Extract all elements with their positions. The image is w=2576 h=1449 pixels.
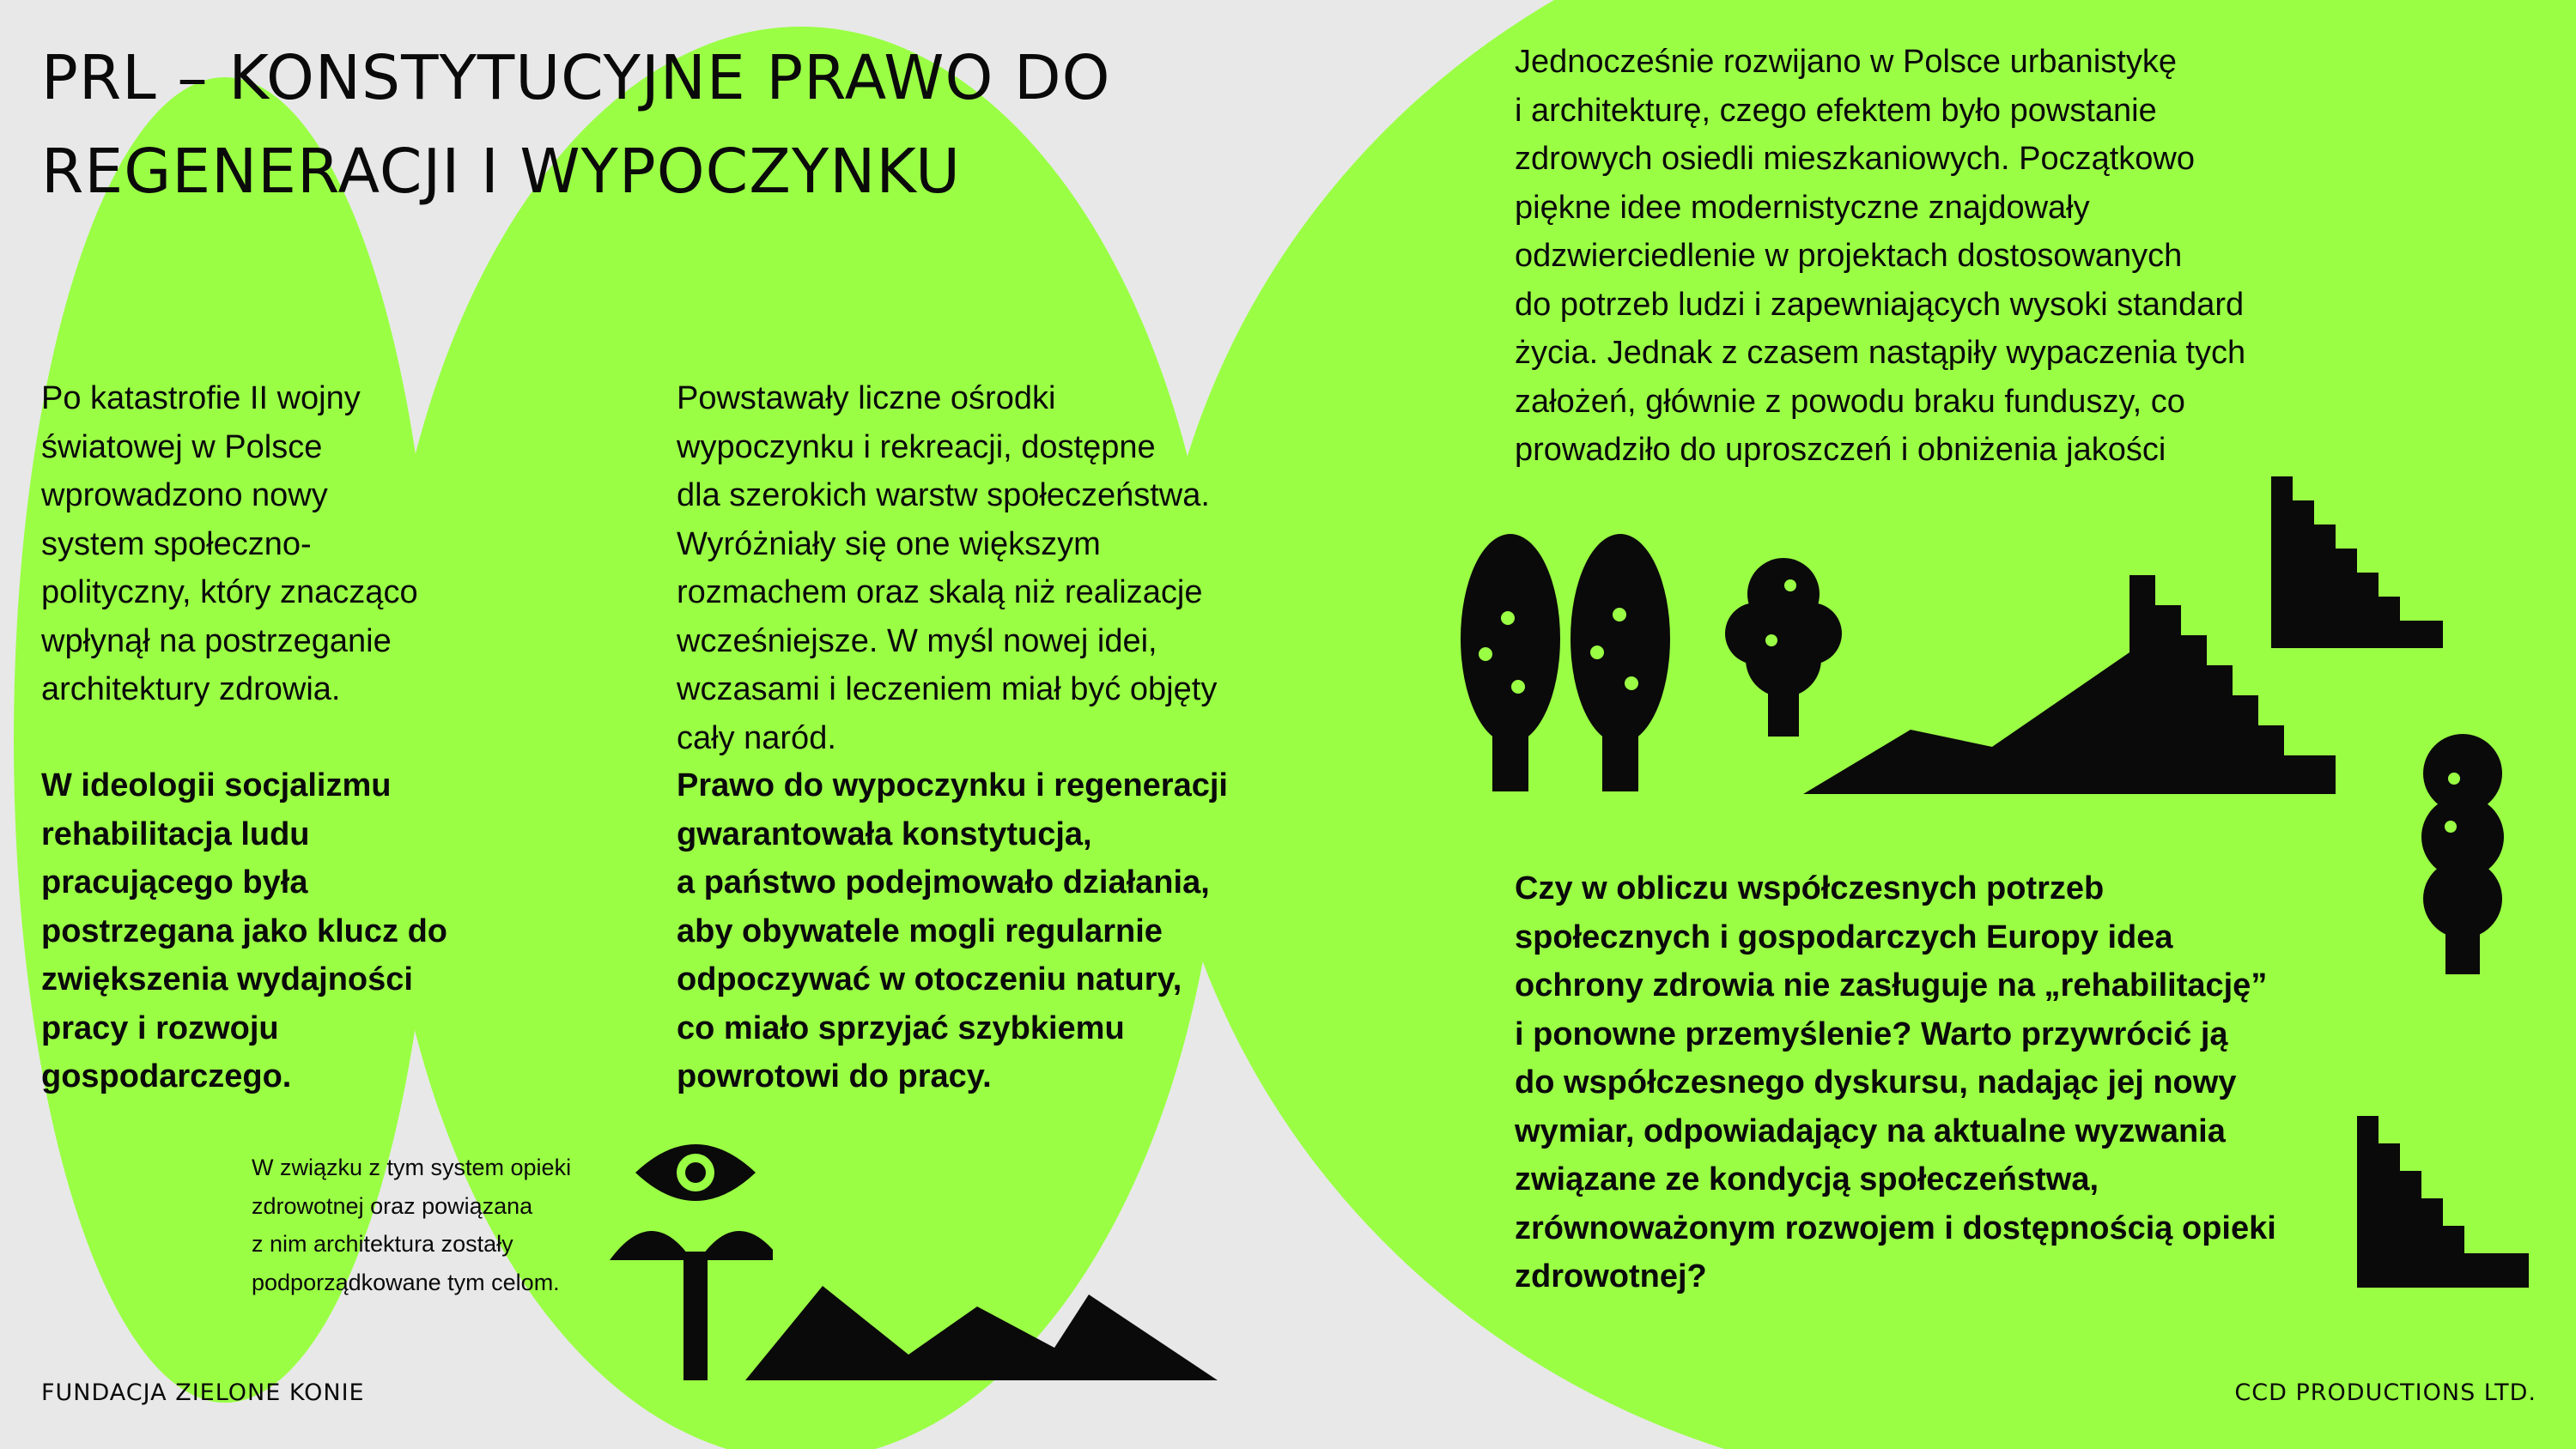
col2-body-text: Powstawały liczne ośrodki wypoczynku i rekreacji, dostępne dla szerokich warstw społeczeństwa. Wyróżniały się one większym rozmachem oraz skalą niż realizacje wcześniejsze. W myśl nowej idei, wczasami i leczeniem miał być objęty cały naród. (677, 380, 1218, 756)
col1-bold-text: W ideologii socjalizmu rehabilitacja ludu pracującego była postrzegana jako klucz do zwiększenia wydajności pracy i rozwoju gospodarczego. (41, 767, 447, 1094)
footer-right-label: CCD PRODUCTIONS LTD. (2234, 1379, 2537, 1406)
oval-tree-icon (1570, 534, 1673, 791)
footer-left-label: FUNDACJA ZIELONE KONIE (41, 1379, 365, 1406)
stairs-icon (2357, 1116, 2529, 1288)
stacked-tree-icon (2411, 734, 2514, 974)
col3-bold-text: Czy w obliczu współczesnych potrzeb społecznych i gospodarczych Europy idea ochrony zdrowia nie zasługuje na „rehabilitację” i ponowne przemyślenie? Warto przywrócić ją do współczesnego dyskursu, nadając jej nowy wymiar, odpowiadający na aktualne wyzwania związane ze kondycją społeczeństwa, zrównoważonym rozwojem i dostępnością opieki zdrowotnej? (1515, 870, 2276, 1294)
col3-body-text: Jednocześnie rozwijano w Polsce urbanistykę i architekturę, czego efektem było powstanie zdrowych osiedli mieszkaniowych. Początkowo piękne idee modernistyczne znajdowały odzwierciedlenie w projektach dostosowanych do potrzeb ludzi i zapewniających wysoki standard życia. Jednak z czasem nastąpiły wypaczenia tych założeń, głównie z powodu braku funduszy, co prowadziło do uproszczeń i obniżenia jakości (1515, 44, 2246, 468)
stairs-icon (2271, 476, 2451, 648)
col2-bold-text: Prawo do wypoczynku i regeneracji gwarantowała konstytucja, a państwo podejmowało działania, aby obywatele mogli regularnie odpoczywać w otoczeniu natury, co miało sprzyjać szybkiemu powrotowi do pracy. (677, 767, 1228, 1094)
side-note: W związku z tym system opieki zdrowotnej oraz powiązana z nim architektura zostały podporządkowane tym celom. (252, 1155, 572, 1295)
col1-body-text: Po katastrofie II wojny światowej w Polsce wprowadzono nowy system społeczno- polityczny, który znacząco wpłynął na postrzeganie architektury zdrowia. (41, 380, 418, 707)
mountains-icon (1803, 575, 2344, 798)
page-title: PRL – KONSTYTUCYJNE PRAWO DO REGENERACJI I WYPOCZYNKU (41, 42, 1111, 207)
oval-tree-icon (1460, 534, 1563, 791)
mountains-icon (745, 1279, 1218, 1382)
